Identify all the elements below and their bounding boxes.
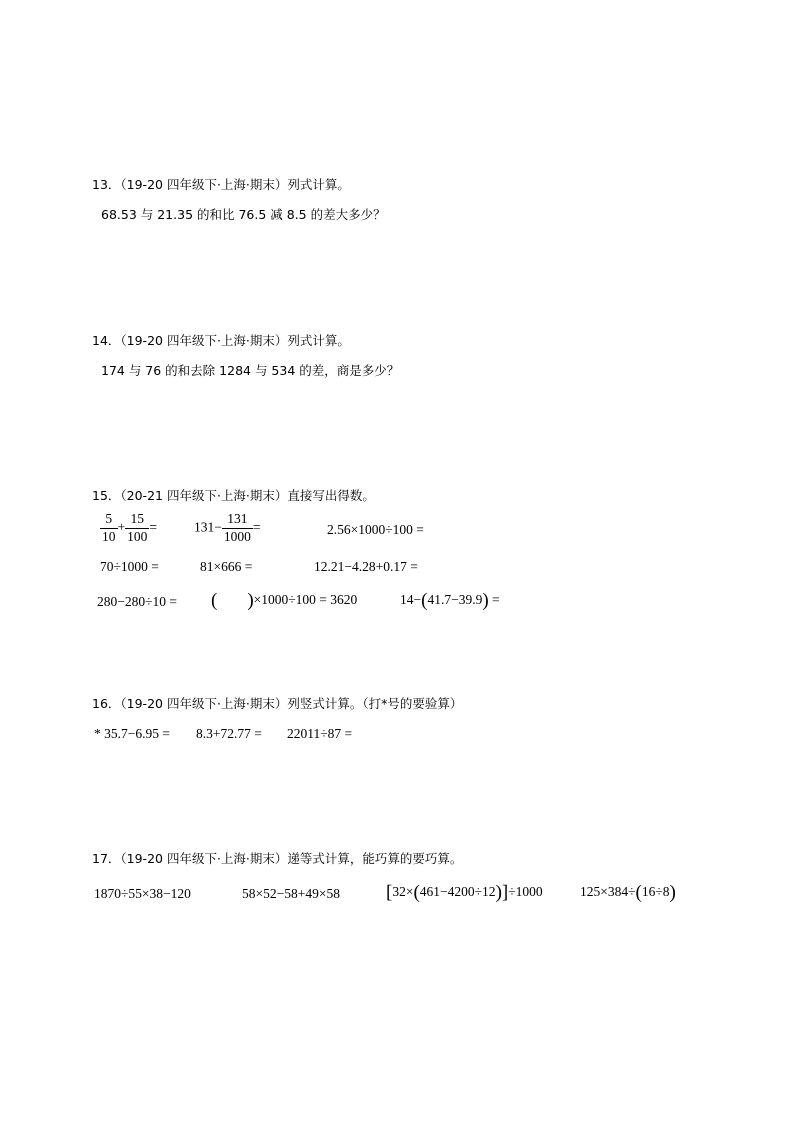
q15-expr-8: ( )×1000÷100 = 3620: [211, 590, 358, 611]
q13-text: 68.53 与 21.35 的和比 76.5 减 8.5 的差大多少？: [101, 207, 386, 222]
q16-title: 16．（19-20 四年级下·上海·期末）列竖式计算。（打*号的要验算）: [92, 696, 463, 711]
q15-expr-3: 2.56×1000÷100 =: [327, 522, 424, 537]
q17-title: 17．（19-20 四年级下·上海·期末）递等式计算，能巧算的要巧算。: [92, 851, 463, 866]
q15-expr-9: 14−(41.7−39.9) =: [400, 590, 500, 611]
q15-expr-6: 12.21−4.28+0.17 =: [314, 559, 418, 574]
q14-title: 14．（19-20 四年级下·上海·期末）列式计算。: [92, 333, 350, 348]
q16-expr-1: * 35.7−6.95 =: [94, 726, 170, 741]
q16-expr-3: 22011÷87 =: [287, 726, 353, 741]
q16-expr-2: 8.3+72.77 =: [196, 726, 262, 741]
fraction: $\frac{131}{1000}$: [223, 511, 251, 544]
q14-text: 174 与 76 的和去除 1284 与 534 的差，商是多少？: [101, 363, 400, 378]
q15-expr-2: 131− $\frac{131}{1000}$ =: [194, 511, 261, 544]
q15-title: 15．（20-21 四年级下·上海·期末）直接写出得数。: [92, 488, 375, 503]
q17-expr-2: 58×52−58+49×58: [242, 886, 340, 901]
q15-expr-1: $\frac{5}{10}$ + $\frac{15}{100}$ =: [102, 511, 157, 544]
q15-expr-4: 70÷1000 =: [100, 559, 159, 574]
q17-expr-1: 1870÷55×38−120: [94, 886, 191, 901]
q15-expr-5: 81×666 =: [200, 559, 253, 574]
fraction: $\frac{5}{10}$: [102, 511, 116, 544]
q15-expr-7: 280−280÷10 =: [97, 594, 178, 609]
q17-expr-3: [32×(461−4200÷12)]÷1000: [386, 882, 543, 903]
q17-expr-4: 125×384÷(16÷8): [580, 882, 676, 903]
fraction: $\frac{15}{100}$: [127, 511, 148, 544]
q13-title: 13．（19-20 四年级下·上海·期末）列式计算。: [92, 177, 350, 192]
